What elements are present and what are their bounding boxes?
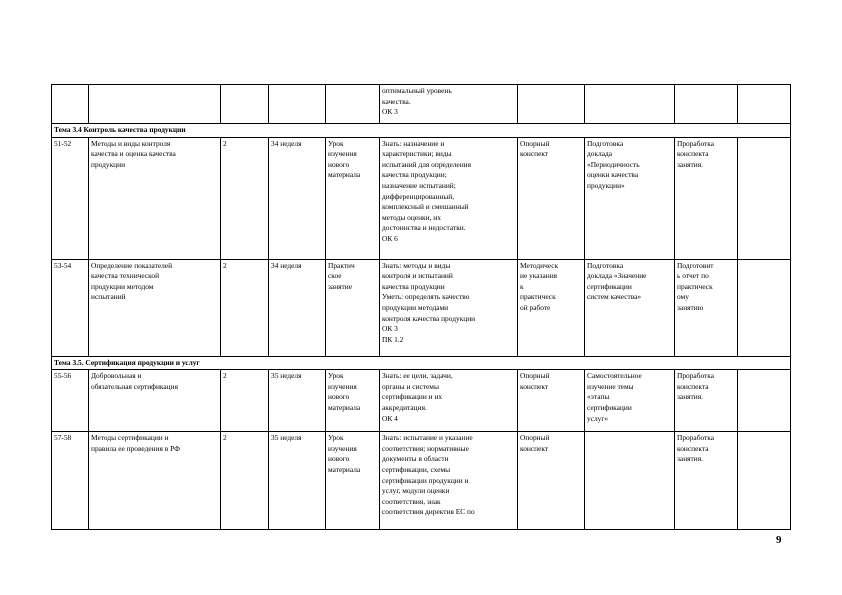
table-row [52,370,791,432]
cell-num [52,85,89,124]
cell-name [89,85,221,124]
topic-title: Тема 3.5. Сертификация продукции и услуг [52,356,791,370]
cell-type: Урок изучения нового материала [326,370,380,432]
cell-hours [221,85,269,124]
cell-self: Подготовка доклада «Значение сертификации систем качества» [585,259,675,356]
cell-type [326,85,380,124]
cell-self: Подготовка доклада «Периодичность оценки качества продукции» [585,137,675,259]
cell-name: Методы сертификации и правила ее проведения в РФ [89,432,221,530]
cell-num: 51-52 [52,137,89,259]
cell-num: 53-54 [52,259,89,356]
topic-title: Тема 3.4 Контроль качества продукции [52,124,791,138]
cell-homework: Подготовит ь отчет по практическ ому занятию [675,259,738,356]
cell-content: оптимальный уровень качества. ОК 3 [380,85,518,124]
table-row [52,259,791,356]
table-row [52,137,791,259]
cell-week: 35 неделя [269,432,326,530]
page-number: 9 [776,534,782,546]
topic-row [52,124,791,138]
cell-self: Самостоятельное изучение темы «этапы сертификации услуг» [585,370,675,432]
cell-content: Знать: методы и виды контроля и испытаний качества продукции Уметь: определять качество продукции методами контроля качества продукции ОК 3 ПК 1.2 [380,259,518,356]
cell-num: 57-58 [52,432,89,530]
cell-type: Урок изучения нового материала [326,137,380,259]
cell-name: Методы и виды контроля качества и оценка качества продукции [89,137,221,259]
cell-week: 34 неделя [269,137,326,259]
cell-week: 34 неделя [269,259,326,356]
cell-self [585,432,675,530]
cell-extra [738,137,791,259]
cell-type: Урок изучения нового материала [326,432,380,530]
cell-extra [738,432,791,530]
cell-homework [675,85,738,124]
cell-self [585,85,675,124]
cell-content: Знать: испытание и указание соответствия; нормативные документы в области сертификации, схемы сертификации продукции и услуг, модули оценки соответствия, знак соответствия директив ЕС по [380,432,518,530]
cell-week [269,85,326,124]
table-row [52,432,791,530]
cell-name: Добровольная и обязательная сертификация [89,370,221,432]
cell-content: Знать: ее цели, задачи, органы и системы сертификации и их аккредитация. ОК 4 [380,370,518,432]
cell-support: Опорный конспект [518,370,585,432]
cell-homework: Проработка конспекта занятия. [675,370,738,432]
cell-content: Знать: назначение и характеристики; виды испытаний для определения качества продукции; назначение испытаний; дифференцированный, комплексный и смешанный методы оценки, их достоинства и недостатки. ОК 6 [380,137,518,259]
cell-extra [738,370,791,432]
topic-row [52,356,791,370]
cell-num: 55-56 [52,370,89,432]
cell-name: Определение показателей качества технической продукции методом испытаний [89,259,221,356]
cell-extra [738,85,791,124]
cell-type: Практич ское занятие [326,259,380,356]
cell-support: Опорный конспект [518,432,585,530]
cell-homework: Проработка конспекта занятия. [675,137,738,259]
table-row-continuation [52,85,791,124]
cell-support [518,85,585,124]
cell-hours: 2 [221,137,269,259]
cell-hours: 2 [221,432,269,530]
thematic-plan-table [51,84,791,530]
cell-hours: 2 [221,259,269,356]
cell-hours: 2 [221,370,269,432]
cell-support: Опорный конспект [518,137,585,259]
cell-support: Методическ ие указания к практическ ой работе [518,259,585,356]
cell-homework: Проработка конспекта занятия. [675,432,738,530]
cell-extra [738,259,791,356]
cell-week: 35 неделя [269,370,326,432]
